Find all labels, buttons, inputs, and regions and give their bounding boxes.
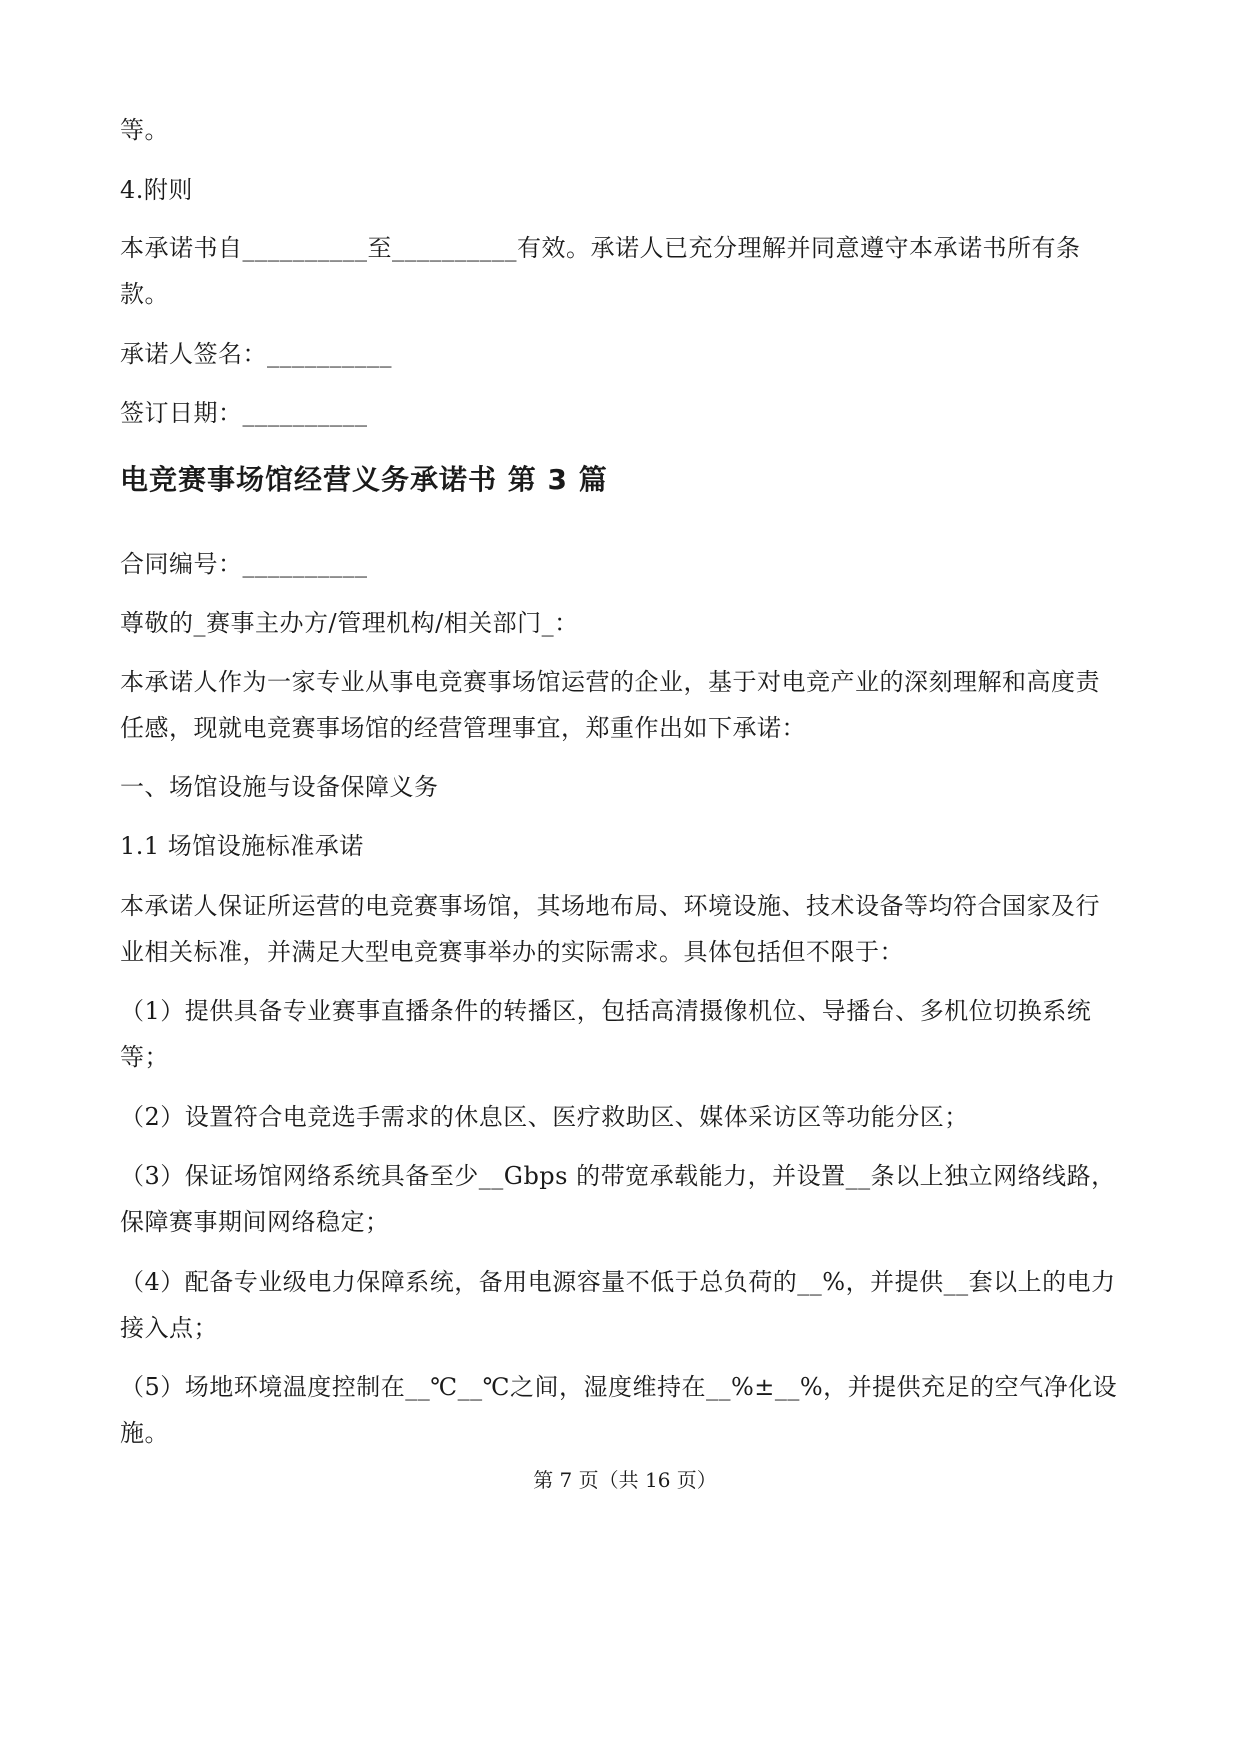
text-line: 等；: [120, 1043, 169, 1071]
subsection-heading: 一、场馆设施与设备保障义务: [120, 773, 439, 801]
text-line: 款。: [120, 280, 169, 308]
list-item: （3）保证场馆网络系统具备至少__Gbps 的带宽承载能力，并设置__条以上独立网络线路，: [120, 1162, 1116, 1190]
text-line: 施。: [120, 1419, 169, 1447]
text-line: 本承诺书自__________至__________有效。承诺人已充分理解并同意遵守本承诺书所有条: [120, 234, 1081, 262]
contract-number-line: 合同编号：__________: [120, 550, 368, 578]
text-line: 业相关标准，并满足大型电竞赛事举办的实际需求。具体包括但不限于：: [120, 938, 904, 966]
list-item: （5）场地环境温度控制在__℃__℃之间，湿度维持在__%±__%，并提供充足的空气净化设: [120, 1373, 1118, 1401]
text-line: 任感，现就电竞赛事场馆的经营管理事宜，郑重作出如下承诺：: [120, 714, 806, 742]
list-item: （2）设置符合电竞选手需求的休息区、医疗救助区、媒体采访区等功能分区；: [120, 1103, 969, 1131]
text-line: 本承诺人保证所运营的电竞赛事场馆，其场地布局、环境设施、技术设备等均符合国家及行: [120, 892, 1100, 920]
salutation-line: 尊敬的_赛事主办方/管理机构/相关部门_：: [120, 609, 579, 637]
subsection-heading: 1.1 场馆设施标准承诺: [120, 832, 364, 860]
text-line: 保障赛事期间网络稳定；: [120, 1208, 390, 1236]
text-line: 接入点；: [120, 1314, 218, 1342]
document-page: [120, 0, 1130, 1753]
list-item: （1）提供具备专业赛事直播条件的转播区，包括高清摄像机位、导播台、多机位切换系统: [120, 997, 1092, 1025]
signature-line: 承诺人签名：__________: [120, 340, 392, 368]
page-footer: 第 7 页（共 16 页）: [533, 1468, 717, 1492]
list-item: （4）配备专业级电力保障系统，备用电源容量不低于总负荷的__%，并提供__套以上的电力: [120, 1268, 1116, 1296]
text-line: 等。: [120, 116, 169, 144]
section-heading: 电竞赛事场馆经营义务承诺书 第 3 篇: [120, 463, 608, 496]
text-line: 本承诺人作为一家专业从事电竞赛事场馆运营的企业，基于对电竞产业的深刻理解和高度责: [120, 668, 1100, 696]
date-line: 签订日期：__________: [120, 399, 368, 427]
section-label: 4.附则: [120, 176, 193, 204]
